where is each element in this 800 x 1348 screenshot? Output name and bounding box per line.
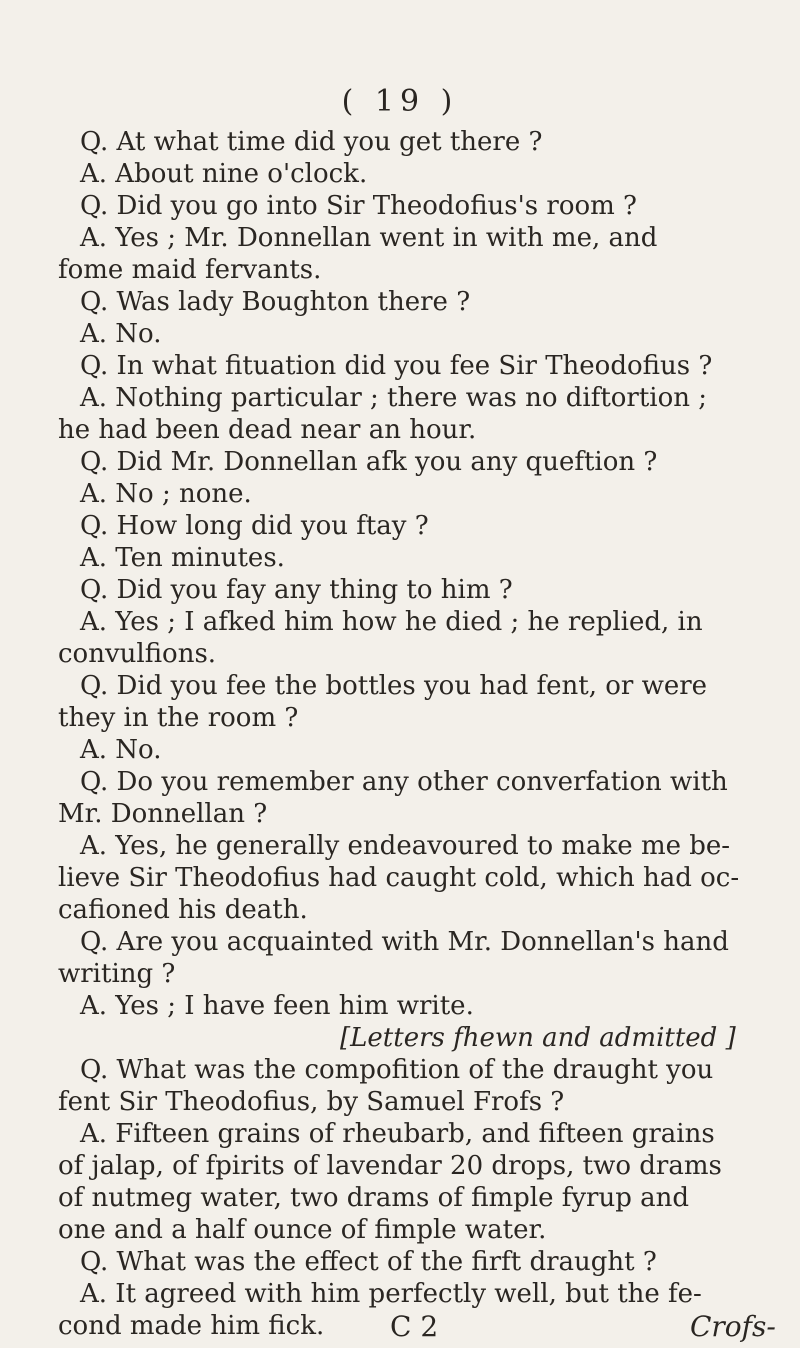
text-line: Q. Did you fee the bottles you had fent, or were <box>80 671 708 701</box>
text-line: cafioned his death. <box>58 895 308 925</box>
text-line: Q. What was the effect of the firft draught ? <box>80 1247 657 1277</box>
text-line: A. Yes, he generally endeavoured to make me be- <box>80 831 731 861</box>
text-line: convulfions. <box>58 639 217 669</box>
text-line: lieve Sir Theodofius had caught cold, which had oc- <box>58 863 740 893</box>
text-line: Q. Are you acquainted with Mr. Donnellan's hand <box>80 927 729 957</box>
page-number: ( 19 ) <box>341 84 459 119</box>
text-line: A. About nine o'clock. <box>80 159 368 189</box>
catchword: Crofs- <box>690 1310 776 1343</box>
signature-mark: C 2 <box>390 1310 439 1343</box>
text-line: A. Yes ; Mr. Donnellan went in with me, and <box>80 223 658 253</box>
text-line: A. Yes ; I afked him how he died ; he replied, in <box>80 607 703 637</box>
text-line: writing ? <box>58 959 176 989</box>
text-line: one and a half ounce of fimple water. <box>58 1215 547 1245</box>
text-line: cond made him fick. <box>58 1311 325 1341</box>
text-line: fome maid fervants. <box>58 255 322 285</box>
text-line: A. Fifteen grains of rheubarb, and fifteen grains <box>80 1119 715 1149</box>
text-line: they in the room ? <box>58 703 299 733</box>
text-line: fent Sir Theodofius, by Samuel Frofs ? <box>58 1087 565 1117</box>
text-line: Q. Did Mr. Donnellan afk you any queftion ? <box>80 447 658 477</box>
text-line: Q. In what fituation did you fee Sir Theodofius ? <box>80 351 713 381</box>
text-line: A. Ten minutes. <box>80 543 285 573</box>
text-line: Q. Did you go into Sir Theodofius's room ? <box>80 191 637 221</box>
text-line: Q. Do you remember any other converfation with <box>80 767 728 797</box>
text-line: A. Nothing particular ; there was no diftortion ; <box>80 383 708 413</box>
text-line: A. No. <box>80 319 162 349</box>
text-line: A. It agreed with him perfectly well, but the fe- <box>80 1279 702 1309</box>
text-line: Q. At what time did you get there ? <box>80 127 543 157</box>
text-line: Q. Was lady Boughton there ? <box>80 287 471 317</box>
text-line: of nutmeg water, two drams of fimple fyrup and <box>58 1183 690 1213</box>
text-line: of jalap, of fpirits of lavendar 20 drops, two drams <box>58 1151 722 1181</box>
text-line: Q. What was the compofition of the draught you <box>80 1055 714 1085</box>
text-line: Q. How long did you ftay ? <box>80 511 429 541</box>
text-line: he had been dead near an hour. <box>58 415 477 445</box>
text-line: A. No ; none. <box>80 479 252 509</box>
text-line: Mr. Donnellan ? <box>58 799 268 829</box>
editorial-note: [Letters fhewn and admitted ] <box>340 1023 736 1053</box>
text-line: A. No. <box>80 735 162 765</box>
text-line: Q. Did you fay any thing to him ? <box>80 575 513 605</box>
text-line: A. Yes ; I have feen him write. <box>80 991 474 1021</box>
